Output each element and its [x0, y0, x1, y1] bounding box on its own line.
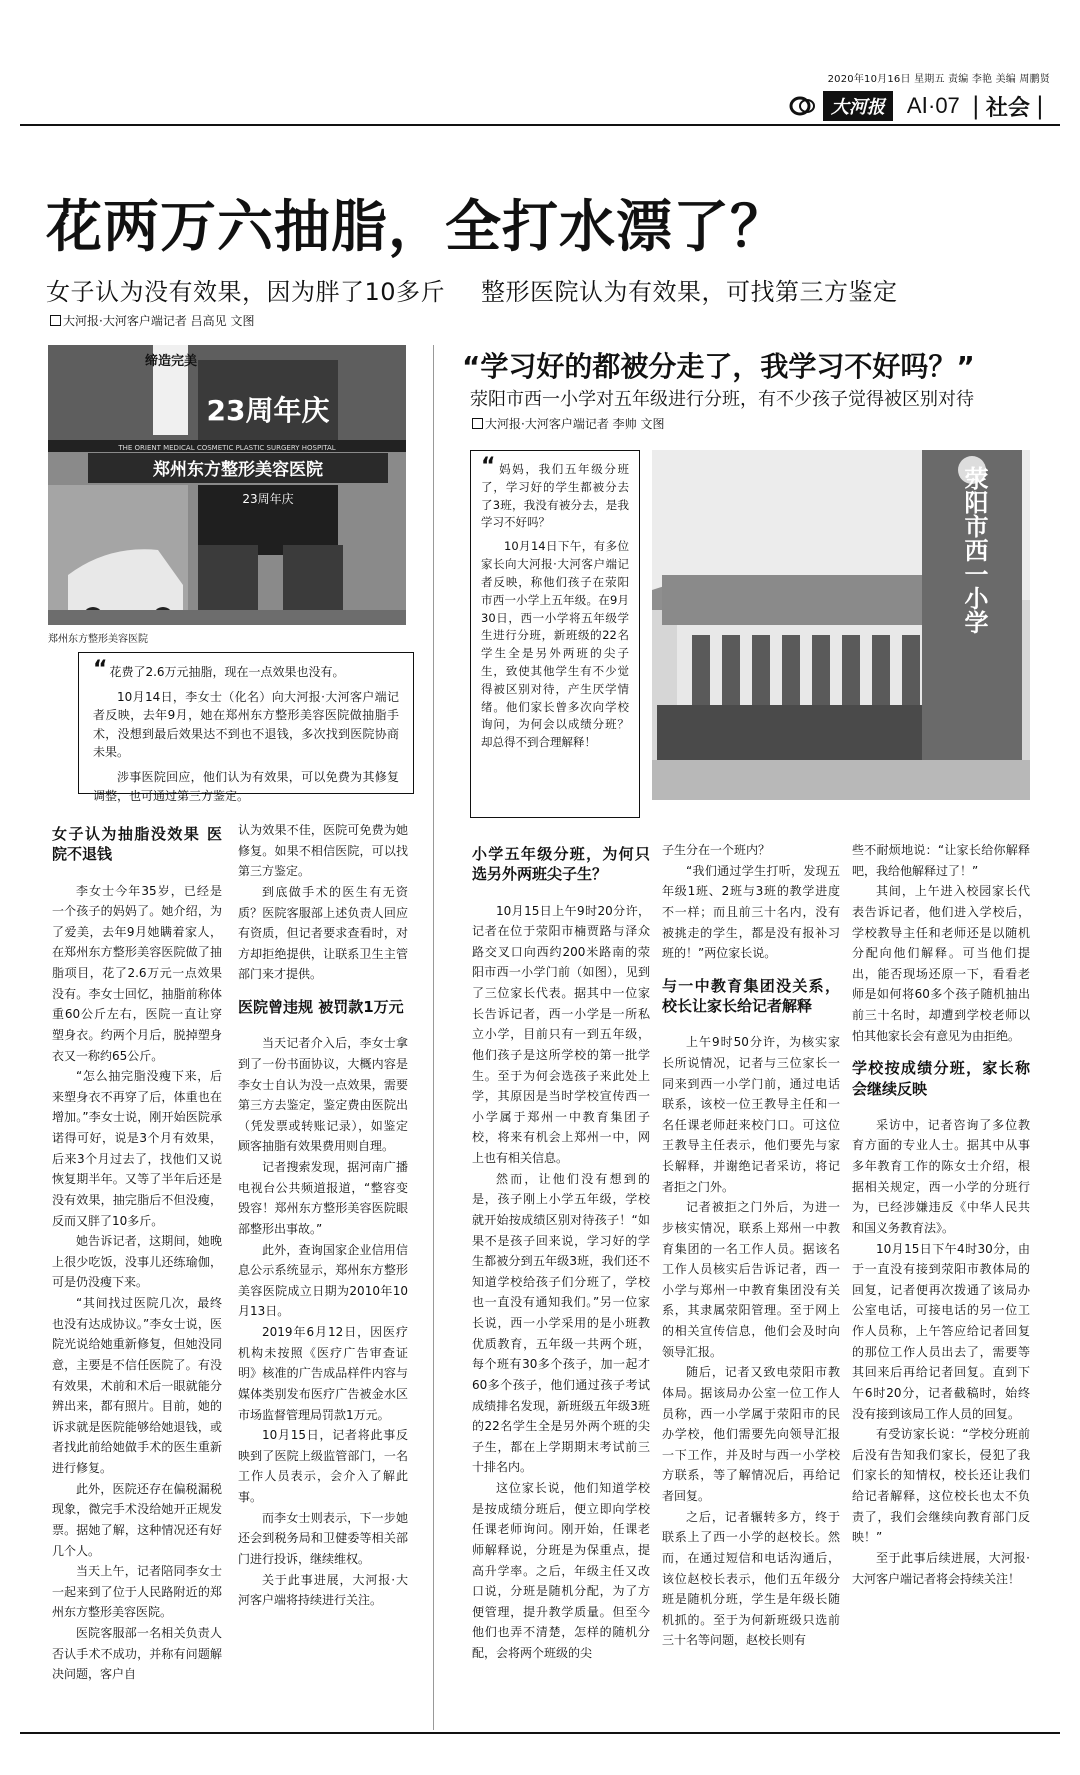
article1-lead-quote: 花费了2.6万元抽脂，现在一点效果也没有。	[109, 665, 345, 679]
paragraph: 此外，医院还存在偏税漏税现象，微完手术没给她开正规发票。据她了解，这种情况还有好几个人。	[52, 1481, 222, 1558]
footer-rule	[20, 1732, 1060, 1734]
paragraph: “其间找过医院几次，最终也没有达成协议。”李女士说，医院光说给她重新修复，但她没同意，主要是不信任医院了。有没有效果，术前和术后一眼就能分辨出来，都有照片。目前，她的诉求就是医院能够给她退钱，或者找此前给她做手术的医生重新进行修复。	[52, 1296, 222, 1475]
paragraph: 其间，上午进入校园家长代表告诉记者，他们进入学校后，学校教导主任和老师还是以随机分配向他们解释。可当他们提出，能否现场还原一下，看看老师是如何将60多个孩子随机抽出前三十名时，却遭到学校老师以怕其他家长会有意见为由拒绝。	[852, 884, 1030, 1043]
article1-photo-caption: 郑州东方整形美容医院	[48, 634, 148, 645]
paragraph: 这位家长说，他们知道学校是按成绩分班后，便立即向学校任课老师询问。刚开始，任课老师解释说，分班是为保重点，提高升学率。之后，年级主任又改口说，分班是随机分配，为了方便管理，提升教学质量。但至今他们也弄不清楚，怎样的随机分配，会将两个班级的尖	[472, 1481, 650, 1660]
article2-col5-heading: 学校按成绩分班，家长称会继续反映	[852, 1059, 1030, 1098]
page-header	[789, 90, 1050, 122]
paragraph: 然而，让他们没有想到的是，孩子刚上小学五年级，学校就开始按成绩区别对待孩子！“如果不是孩子回来说，学习好的学生都被分到五年级3班，我们还不知道学校给孩子们分班了，学校也一直没有通知我们。”另一位家长说，西一小学采用的是小班教优质教育，五年级一共两个班，每个班有30多个孩子，加一起才60多个孩子，他们通过孩子考试成绩排名发现，新班级五年级3班的22名学生全是另外两个班的尖子生，都在上学期期末考试前三十排名内。	[472, 1171, 650, 1475]
article2-col4	[662, 840, 840, 1720]
paragraph: 子生分在一个班内？	[662, 843, 771, 857]
article-divider	[433, 345, 434, 1730]
paragraph: 李女士今年35岁，已经是一个孩子的妈妈了。她介绍，为了爱美，去年9月她瞒着家人，在郑州东方整形美容医院做了抽脂项目，花了2.6万元一点效果没有。李女士回忆，抽脂前称体重60公斤左右，医院一直让穿塑身衣。约两个月后，脱掉塑身衣又一称约65公斤。	[52, 883, 222, 1063]
article1-photo	[48, 345, 406, 625]
paragraph: 医院客服部一名相关负责人否认手术不成功，并称有问题解决问题，客户自	[52, 1626, 222, 1682]
paragraph: 认为效果不佳，医院可免费为她修复。如果不相信医院，可以找第三方鉴定。	[238, 823, 408, 879]
article2-lead-p1: 10月14日下午，有多位家长向大河报·大河客户端记者反映，称他们孩子在荥阳市西一小学上五年级。在9月30日，西一小学将五年级学生进行分班，新班级的22名学生全是另外两班的尖子生，致使其他学生有不少觉得被区别对待，产生厌学情绪。他们家长曾多次向学校询问，为何会以成绩分班？却总得不到合理解释！	[481, 539, 629, 750]
article1-lead-p1: 10月14日，李女士（化名）向大河报·大河客户端记者反映，去年9月，她在郑州东方整形美容医院做抽脂手术，没想到最后效果达不到也不退钱，多次找到医院协商未果。	[93, 689, 399, 760]
paragraph: 采访中，记者咨询了多位教育方面的专业人士。据其中从事多年教育工作的陈女士介绍，根据相关规定，西一小学的分班行为，已经涉嫌违反《中华人民共和国义务教育法》。	[852, 1117, 1030, 1235]
header-separator: |	[971, 92, 980, 120]
article2-byline: 大河报·大河客户端记者 李帅 文图	[472, 415, 664, 432]
article1-lead-box	[78, 652, 414, 803]
school-sign: 荥阳市西一小学	[960, 466, 988, 634]
paragraph: 10月15日下午4时30分，由于一直没有接到荥阳市教体局的回复，记者便再次拨通了该局办公室电话，可接电话的另一位工作人员称，上午答应给记者回复的那位工作人员出去了，需要等其回来后再给记者回复。直到下午6时20分，记者截稿时，始终没有接到该局工作人员的回复。	[852, 1241, 1030, 1421]
article2-col3-heading: 小学五年级分班，为何只选另外两班尖子生？	[472, 845, 650, 884]
paragraph: 10月15日，记者将此事反映到了医院上级监管部门，一名工作人员表示，会介入了解此事。	[238, 1428, 408, 1504]
date-line: 2020年10月16日 星期五 责编 李艳 美编 周鹏贤	[827, 74, 1050, 85]
article1-subtitle-right: 整形医院认为有效果，可找第三方鉴定	[481, 278, 898, 306]
paragraph: 当天记者介入后，李女士拿到了一份书面协议，大概内容是李女士自认为没一点效果，需要第三方去鉴定，鉴定费由医院出（凭发票或转账记录），如鉴定顾客抽脂有效果费用则自理。	[238, 1036, 408, 1154]
paragraph: 至于此事后续进展，大河报·大河客户端记者将会持续关注！	[852, 1550, 1030, 1586]
masthead: 大河报	[823, 91, 893, 121]
masthead-logo-icon	[789, 95, 817, 117]
paragraph: 有受访家长说：“学校分班前后没有告知我们家长，侵犯了我们家长的知情权，校长还让我们给记者解释，这位校长也太不负责了，我们会继续向教育部门反映！”	[852, 1427, 1030, 1545]
article1-col1-heading: 女子认为抽脂没效果 医院不退钱	[52, 825, 222, 864]
paragraph: 之后，记者辗转多方，终于联系上了西一小学的赵校长。然而，在通过短信和电话沟通后，该位赵校长表示，他们五年级分班是随机分班，学生是年级长随机抓的。至于为何新班级只选前三十名等问题，赵校长则有	[662, 1509, 840, 1648]
section-name: 社会	[985, 95, 1030, 121]
sign-banner-left: 缔造完美	[144, 354, 198, 369]
article2-col4-heading: 与一中教育集团没关系，校长让家长给记者解释	[662, 976, 840, 1015]
paragraph: 她告诉记者，这期间，她晚上很少吃饭，没事儿还练瑜伽，可是仍没瘦下来。	[52, 1234, 222, 1290]
article1-col2	[238, 820, 408, 1718]
sign-english: THE ORIENT MEDICAL COSMETIC PLASTIC SURGERY HOSPITAL	[118, 444, 336, 452]
article2-col5	[852, 840, 1030, 1720]
article1-col2-heading: 医院曾违规 被罚款1万元	[238, 998, 404, 1016]
article1-subtitle-left: 女子认为没有效果，因为胖了10多斤	[46, 278, 446, 306]
article2-lead-box	[470, 450, 640, 818]
article2-col3	[472, 840, 650, 1720]
paragraph: 记者被拒之门外后，为进一步核实情况，联系上郑州一中教育集团的一名工作人员。据该名工作人员核实后告诉记者，西一小学与郑州一中教育集团没有关系，其隶属荥阳管理。至于网上的相关宣传信息，他们会及时向领导汇报。	[662, 1200, 840, 1359]
byline-box-icon	[50, 315, 61, 326]
sign-small-anniversary: 23周年庆	[242, 492, 294, 506]
byline-box-icon	[472, 418, 483, 429]
article1-col1	[52, 820, 222, 1718]
paragraph: 记者搜索发现，据河南广播电视台公共频道报道，“整容变毁容！郑州东方整形美容医院眼部整形出事故。”	[238, 1160, 408, 1236]
article2-photo	[652, 450, 1030, 800]
article1-byline: 大河报·大河客户端记者 吕高见 文图	[50, 312, 254, 329]
quote-mark-icon: “	[93, 657, 108, 682]
paragraph: 些不耐烦地说：“让家长给你解释吧，我给他解释过了！”	[852, 843, 1030, 878]
paragraph: 随后，记者又致电荥阳市教体局。据该局办公室一位工作人员称，西一小学属于荥阳市的民办学校，他们需要先向领导汇报一下工作，并及时与西一小学校方联系，等了解情况后，再给记者回复。	[662, 1365, 840, 1503]
article1-title: 花两万六抽脂，全打水漂了？	[46, 195, 787, 260]
paragraph: 而李女士则表示，下一步她还会到税务局和卫健委等相关部门进行投诉，继续维权。	[238, 1510, 408, 1566]
article2-subtitle: 荥阳市西一小学对五年级进行分班，有不少孩子觉得被区别对待	[470, 389, 974, 410]
article2-title: “学习好的都被分走了，我学习不好吗？”	[462, 350, 975, 383]
paragraph: 10月15日上午9时20分许，记者在位于荥阳市楠贾路与泽众路交叉口向西约200米路南的荥阳市西一小学门前（如图），见到了三位家长代表。据其中一位家长告诉记者，西一小学是一所私立小学，目前只有一到五年级，他们孩子是这所学校的第一批学生。至于为何会选孩子来此处上学，其原因是当时学校宣传西一小学属于郑州一中教育集团子校，将来有机会上郑州一中，网上也有相关信息。	[472, 903, 650, 1165]
paragraph: 到底做手术的医生有无资质？医院客服部上述负责人回应有资质，但记者要求查看时，对方却拒绝提供，让联系卫生主管部门来才提供。	[238, 884, 408, 982]
sign-anniversary: 23周年庆	[206, 394, 330, 427]
paragraph: “怎么抽完脂没瘦下来，后来塑身衣不再穿了后，体重也在增加。”李女士说，刚开始医院承诺得可好，说是3个月有效果，后来3个月过去了，找他们又说恢复期半年。又等了半年后还是没有效果，抽完脂后不但没瘦，反而又胖了10多斤。	[52, 1069, 222, 1228]
paragraph: 关于此事进展，大河报·大河客户端将持续进行关注。	[238, 1572, 408, 1608]
quote-mark-icon: “	[481, 454, 496, 479]
paragraph: “我们通过学生打听，发现五年级1班、2班与3班的教学进度不一样；而且前三十名内，没有被挑走的学生，都是没有报补习班的！”两位家长说。	[662, 863, 840, 961]
paragraph: 2019年6月12日，因医疗机构未按照《医疗广告审查证明》核准的广告成品样件内容与媒体类别发布医疗广告被金水区市场监督管理局罚款1万元。	[238, 1325, 408, 1422]
sign-hospital: 郑州东方整形美容医院	[153, 460, 323, 480]
paragraph: 此外，查询国家企业信用信息公示系统显示，郑州东方整形美容医院成立日期为2010年10月13日。	[238, 1242, 408, 1319]
header-rule	[20, 124, 1060, 126]
paragraph: 当天上午，记者陪同李女士一起来到了位于人民路附近的郑州东方整形美容医院。	[52, 1564, 222, 1620]
article1-subtitle	[46, 272, 934, 307]
paragraph: 上午9时50分许，为核实家长所说情况，记者与三位家长一同来到西一小学门前，通过电话联系，该校一位王教导主任和一名任课老师赶来校门口。可这位王教导主任表示，他们要先与家长解释，并谢绝记者采访，将记者拒之门外。	[662, 1035, 840, 1194]
header-separator-end: |	[1035, 92, 1044, 120]
page-code: AⅠ·07	[906, 93, 960, 118]
article1-lead-p2: 涉事医院回应，他们认为有效果，可以免费为其修复调整，也可通过第三方鉴定。	[93, 769, 399, 803]
article2-lead-quote: 妈妈，我们五年级分班了，学习好的学生都被分去了3班，我没有被分去，是我学习不好吗？	[481, 462, 629, 530]
